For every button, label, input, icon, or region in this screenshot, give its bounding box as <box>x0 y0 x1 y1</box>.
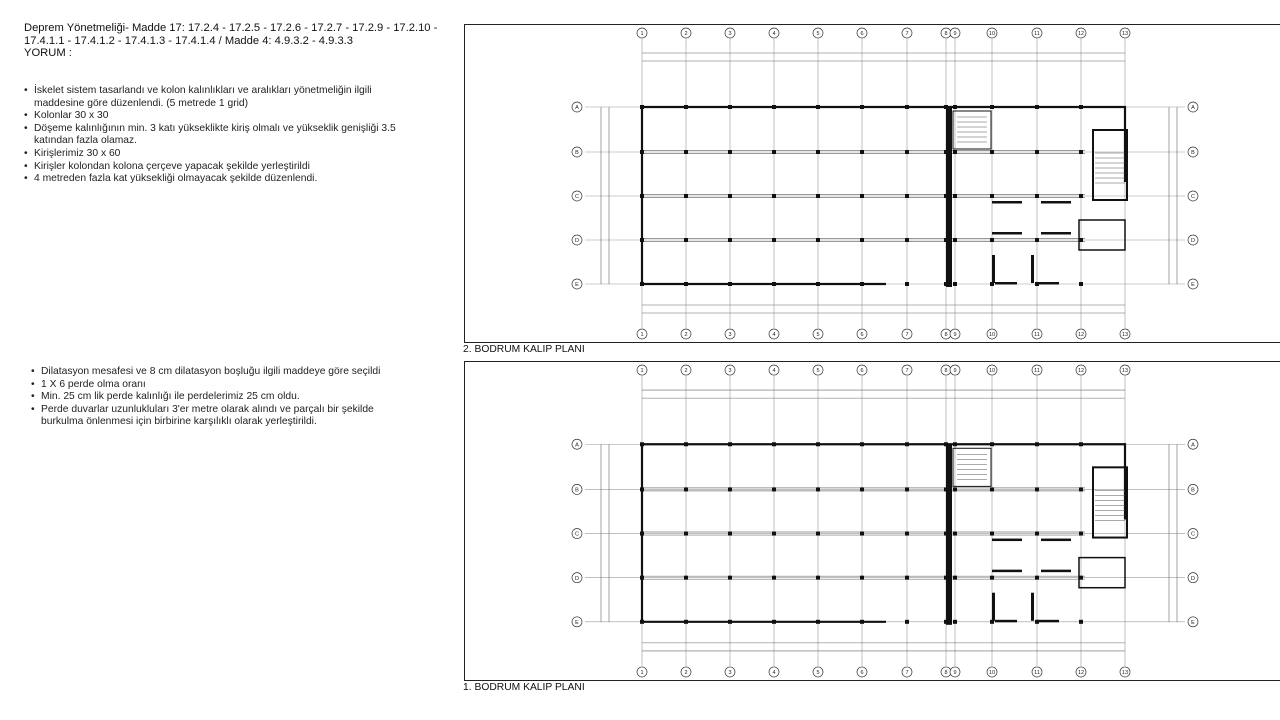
column <box>772 620 776 624</box>
column <box>772 238 776 242</box>
column <box>684 150 688 154</box>
axis-label: E <box>575 282 579 289</box>
column <box>990 105 994 109</box>
column <box>640 105 644 109</box>
column <box>684 532 688 536</box>
note-item: • Min. 25 cm lik perde kalınlığı ile perdelerimiz 25 cm oldu. <box>31 391 411 404</box>
axis-label: 6 <box>860 332 864 339</box>
column <box>772 105 776 109</box>
column <box>944 442 948 446</box>
shear-wall <box>992 539 1022 542</box>
column <box>953 150 957 154</box>
column <box>640 532 644 536</box>
column <box>953 442 957 446</box>
column <box>728 194 732 198</box>
shear-wall <box>992 593 995 621</box>
column <box>684 105 688 109</box>
axis-label: 7 <box>905 332 909 339</box>
shear-wall <box>1041 570 1071 573</box>
axis-label: 3 <box>728 368 732 375</box>
axis-label: 4 <box>772 670 776 677</box>
formwork-plan-basement-1 <box>464 361 1280 681</box>
column <box>772 576 776 580</box>
column <box>953 194 957 198</box>
axis-label: 2 <box>684 332 688 339</box>
axis-label: 10 <box>988 368 996 375</box>
column <box>944 620 948 624</box>
column <box>640 620 644 624</box>
note-item: • 1 X 6 perde olma oranı <box>31 379 411 392</box>
column <box>1035 487 1039 491</box>
axis-label: 3 <box>728 31 732 38</box>
column <box>772 487 776 491</box>
column <box>1035 620 1039 624</box>
column <box>1079 532 1083 536</box>
column <box>728 238 732 242</box>
column <box>684 576 688 580</box>
column <box>640 487 644 491</box>
shear-wall <box>1041 539 1071 542</box>
axis-label: 6 <box>860 368 864 375</box>
column <box>1079 576 1083 580</box>
axis-label: 2 <box>684 31 688 38</box>
column <box>728 532 732 536</box>
column <box>684 238 688 242</box>
column <box>860 532 864 536</box>
axis-label: E <box>1191 620 1195 627</box>
axis-label: 3 <box>728 332 732 339</box>
axis-label: 10 <box>988 670 996 677</box>
column <box>1035 576 1039 580</box>
axis-label: 12 <box>1077 368 1085 375</box>
stair-core <box>1093 467 1127 537</box>
column <box>1035 194 1039 198</box>
column <box>990 487 994 491</box>
heading-line-1: Deprem Yönetmeliği- Madde 17: 17.2.4 - 17.2.5 - 17.2.6 - 17.2.7 - 17.2.9 - 17.2.10 - <box>24 22 438 34</box>
column <box>990 238 994 242</box>
axis-label: 11 <box>1034 332 1040 339</box>
column <box>953 576 957 580</box>
regulation-heading <box>24 22 464 60</box>
shear-wall <box>1037 282 1059 285</box>
formwork-plan-basement-2 <box>464 24 1280 343</box>
axis-label: 11 <box>1034 368 1040 375</box>
shear-wall <box>1041 232 1071 235</box>
axis-label: 11 <box>1034 670 1040 677</box>
axis-label: 7 <box>905 670 909 677</box>
notes-list-bottom <box>31 366 411 429</box>
column <box>1079 282 1083 286</box>
column <box>728 442 732 446</box>
axis-label: 10 <box>988 31 996 38</box>
axis-label: D <box>1191 238 1195 245</box>
shear-wall <box>1037 620 1059 623</box>
axis-label: D <box>575 575 579 582</box>
column <box>640 150 644 154</box>
axis-label: 1 <box>640 332 644 339</box>
column <box>990 620 994 624</box>
axis-label: 7 <box>905 368 909 375</box>
column <box>905 194 909 198</box>
column <box>1035 282 1039 286</box>
column <box>772 194 776 198</box>
column <box>728 105 732 109</box>
column <box>684 442 688 446</box>
column <box>860 282 864 286</box>
column <box>944 576 948 580</box>
axis-label: C <box>575 531 579 538</box>
column <box>944 238 948 242</box>
column <box>860 620 864 624</box>
column <box>1079 105 1083 109</box>
column <box>1079 150 1083 154</box>
column <box>905 105 909 109</box>
note-item: • İskelet sistem tasarlandı ve kolon kalınlıkları ve aralıkları yönetmeliğin ilgili maddesine göre düzenlendi. (5 metrede 1 grid) <box>24 85 414 110</box>
note-item: • 4 metreden fazla kat yüksekliği olmayacak şekilde düzenlendi. <box>24 173 414 186</box>
column <box>905 532 909 536</box>
axis-label: 2 <box>684 368 688 375</box>
column <box>990 282 994 286</box>
column <box>772 150 776 154</box>
column <box>1079 487 1083 491</box>
axis-label: 1 <box>640 368 644 375</box>
column <box>816 105 820 109</box>
axis-label: 11 <box>1034 31 1040 38</box>
axis-label: C <box>575 194 579 201</box>
column <box>953 532 957 536</box>
column <box>640 442 644 446</box>
column <box>953 282 957 286</box>
column <box>905 620 909 624</box>
outer-wall <box>642 444 1125 622</box>
column <box>905 487 909 491</box>
column <box>1079 442 1083 446</box>
axis-label: 5 <box>816 31 820 38</box>
column <box>684 620 688 624</box>
column <box>1035 442 1039 446</box>
column <box>953 620 957 624</box>
axis-label: C <box>1191 531 1195 538</box>
note-item: • Kirişlerimiz 30 x 60 <box>24 148 414 161</box>
axis-label: 9 <box>953 670 957 677</box>
axis-label: 8 <box>944 31 948 38</box>
column <box>990 576 994 580</box>
axis-label: 1 <box>640 670 644 677</box>
shear-wall <box>992 255 995 283</box>
axis-label: 10 <box>988 332 996 339</box>
axis-label: 9 <box>953 368 957 375</box>
column <box>728 150 732 154</box>
notes-list-top <box>24 85 414 186</box>
column <box>728 620 732 624</box>
column <box>953 238 957 242</box>
column <box>772 532 776 536</box>
column <box>1035 105 1039 109</box>
axis-label: D <box>575 238 579 245</box>
column <box>1035 150 1039 154</box>
axis-label: 4 <box>772 332 776 339</box>
note-item: • Kolonlar 30 x 30 <box>24 110 414 123</box>
axis-label: E <box>575 620 579 627</box>
column <box>990 150 994 154</box>
column <box>816 150 820 154</box>
axis-label: 13 <box>1121 368 1129 375</box>
shear-wall <box>995 282 1017 285</box>
shear-wall <box>1031 593 1034 621</box>
shear-wall <box>995 620 1017 623</box>
axis-label: E <box>1191 282 1195 289</box>
heading-line-3: YORUM : <box>24 47 72 59</box>
column <box>728 487 732 491</box>
column <box>905 282 909 286</box>
axis-label: 5 <box>816 368 820 375</box>
column <box>1035 238 1039 242</box>
column <box>905 150 909 154</box>
column <box>944 105 948 109</box>
column <box>640 282 644 286</box>
note-item: • Kirişler kolondan kolona çerçeve yapacak şekilde yerleştirildi <box>24 161 414 174</box>
column <box>860 442 864 446</box>
axis-label: 13 <box>1121 670 1129 677</box>
column <box>684 194 688 198</box>
heading-line-2: 17.4.1.1 - 17.4.1.2 - 17.4.1.3 - 17.4.1.4 / Madde 4: 4.9.3.2 - 4.9.3.3 <box>24 34 354 47</box>
column <box>944 487 948 491</box>
axis-label: 4 <box>772 368 776 375</box>
axis-label: 4 <box>772 31 776 38</box>
column <box>944 282 948 286</box>
shear-wall <box>1031 255 1034 283</box>
column <box>684 282 688 286</box>
axis-label: 1 <box>640 31 644 38</box>
axis-label: 13 <box>1121 332 1129 339</box>
column <box>816 442 820 446</box>
column <box>640 576 644 580</box>
column <box>816 487 820 491</box>
axis-label: 5 <box>816 670 820 677</box>
outer-wall <box>642 107 1125 284</box>
stair-core <box>1093 130 1127 200</box>
axis-label: 13 <box>1121 31 1129 38</box>
note-item: • Dilatasyon mesafesi ve 8 cm dilatasyon boşluğu ilgili maddeye göre seçildi <box>31 366 411 379</box>
axis-label: A <box>1191 105 1195 112</box>
column <box>772 442 776 446</box>
axis-label: 8 <box>944 332 948 339</box>
column <box>953 487 957 491</box>
elevator-core <box>1079 558 1125 588</box>
column <box>684 487 688 491</box>
shear-wall <box>992 201 1022 204</box>
column <box>728 576 732 580</box>
column <box>1079 238 1083 242</box>
column <box>860 105 864 109</box>
axis-label: C <box>1191 194 1195 201</box>
plan-caption: 2. BODRUM KALIP PLANI <box>463 344 585 355</box>
shear-wall <box>992 570 1022 573</box>
column <box>860 487 864 491</box>
elevator-core <box>1079 220 1125 250</box>
note-item: • Döşeme kalınlığının min. 3 katı yükseklikte kiriş olmalı ve yükseklik genişliği 3.5 katından fazla olamaz. <box>24 123 414 148</box>
column <box>860 150 864 154</box>
axis-label: B <box>575 150 579 157</box>
axis-label: 6 <box>860 670 864 677</box>
column <box>640 194 644 198</box>
column <box>816 576 820 580</box>
plan-drawing <box>465 25 1280 342</box>
column <box>990 532 994 536</box>
axis-label: 6 <box>860 31 864 38</box>
column <box>990 194 994 198</box>
axis-label: 7 <box>905 31 909 38</box>
column <box>860 238 864 242</box>
shear-wall <box>992 232 1022 235</box>
stair-core <box>953 448 991 486</box>
column <box>905 576 909 580</box>
column <box>1035 532 1039 536</box>
column <box>816 282 820 286</box>
column <box>944 150 948 154</box>
stair-core <box>953 111 991 149</box>
axis-label: 12 <box>1077 31 1085 38</box>
column <box>944 532 948 536</box>
plan-drawing <box>465 362 1280 680</box>
axis-label: 8 <box>944 368 948 375</box>
column <box>990 442 994 446</box>
axis-label: 12 <box>1077 670 1085 677</box>
shear-wall <box>1041 201 1071 204</box>
axis-label: A <box>575 105 579 112</box>
column <box>953 105 957 109</box>
axis-label: 2 <box>684 670 688 677</box>
axis-label: A <box>575 442 579 449</box>
axis-label: A <box>1191 442 1195 449</box>
axis-label: 12 <box>1077 332 1085 339</box>
column <box>905 442 909 446</box>
plan-caption: 1. BODRUM KALIP PLANI <box>463 682 585 693</box>
axis-label: B <box>575 487 579 494</box>
axis-label: 5 <box>816 332 820 339</box>
axis-label: D <box>1191 575 1195 582</box>
note-item: • Perde duvarlar uzunlukluları 3'er metre olarak alındı ve parçalı bir şekilde burkulma önlenmesi için birbirine karşılıklı olarak yerleştirildi. <box>31 404 411 429</box>
column <box>944 194 948 198</box>
column <box>816 238 820 242</box>
column <box>816 194 820 198</box>
column <box>816 620 820 624</box>
column <box>640 238 644 242</box>
axis-label: 3 <box>728 670 732 677</box>
axis-label: 9 <box>953 332 957 339</box>
column <box>728 282 732 286</box>
axis-label: 8 <box>944 670 948 677</box>
column <box>905 238 909 242</box>
column <box>1079 194 1083 198</box>
column <box>816 532 820 536</box>
column <box>772 282 776 286</box>
axis-label: 9 <box>953 31 957 38</box>
axis-label: B <box>1191 487 1195 494</box>
column <box>1079 620 1083 624</box>
axis-label: B <box>1191 150 1195 157</box>
column <box>860 576 864 580</box>
column <box>860 194 864 198</box>
